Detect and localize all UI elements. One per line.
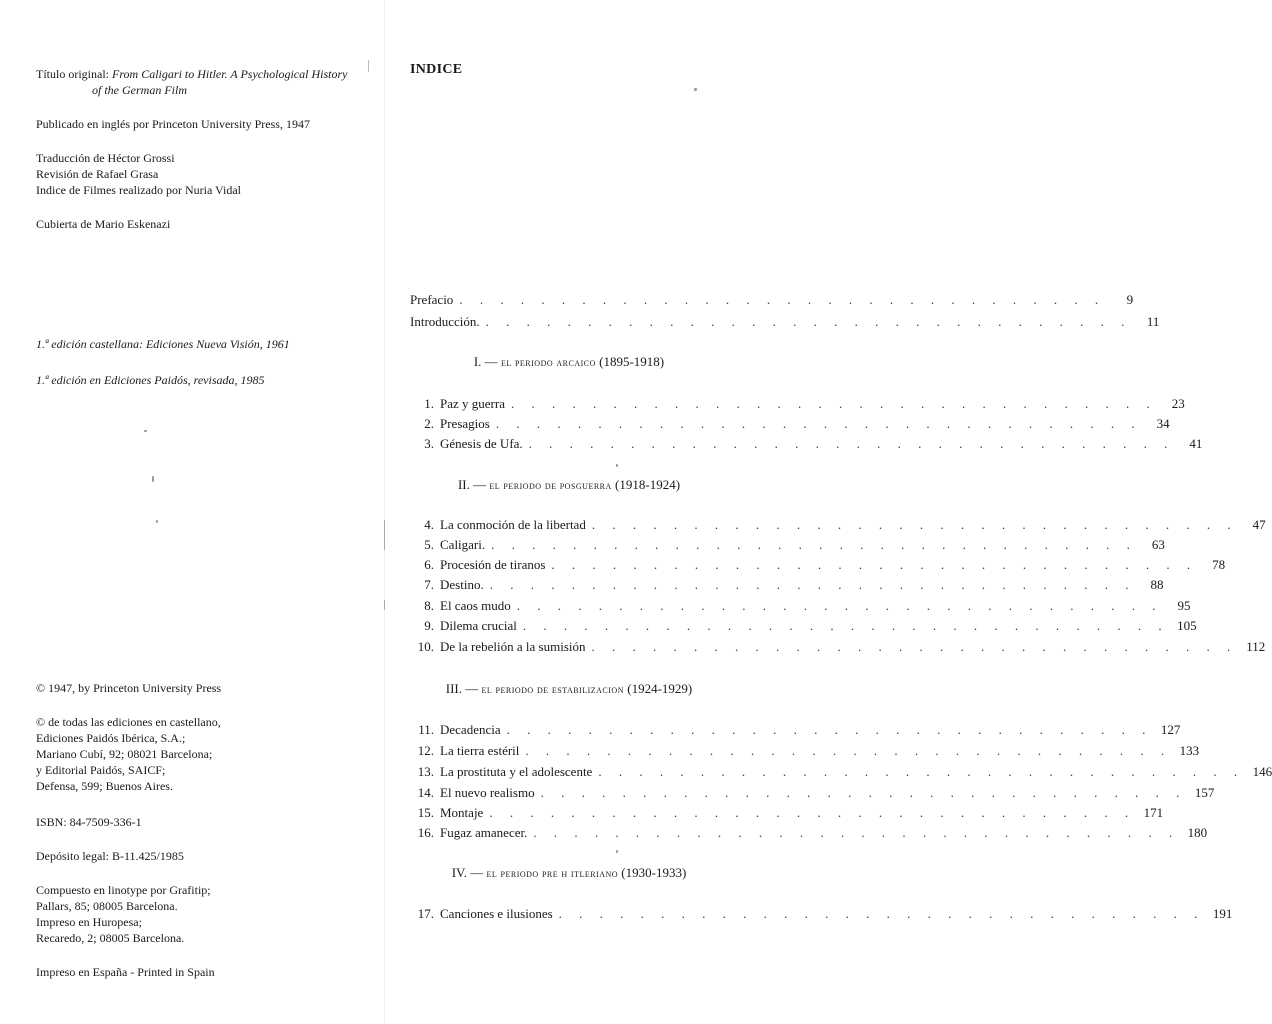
- toc-entry[interactable]: [410, 434, 1203, 454]
- toc-entry-number: 1.: [424, 396, 434, 411]
- section-numeral: III. —: [445, 681, 479, 696]
- toc-entry-number: 7.: [424, 577, 434, 592]
- original-title-label: Título original:: [36, 67, 109, 81]
- toc-entry-number: 6.: [424, 557, 434, 572]
- toc-entry[interactable]: [410, 904, 1233, 924]
- toc-entry-number: 10.: [417, 639, 434, 654]
- leader-dots: . . . . . . . . . . . . . . . . . . . . . . . . . . . . . . . .: [591, 639, 1238, 654]
- toc-entry-number: 17.: [417, 906, 434, 921]
- toc-entry-label: La conmoción de la libertad: [440, 517, 586, 532]
- toc-entry[interactable]: [410, 637, 1266, 657]
- toc-entry[interactable]: [410, 414, 1170, 434]
- leader-dots: . . . . . . . . . . . . . . . . . . . . . . . . . . . . . . . .: [540, 785, 1187, 800]
- printed-in: Impreso en España - Printed in Spain: [36, 965, 215, 979]
- edition-paidos: 1.ª edición en Ediciones Paidós, revisada, 1985: [36, 373, 265, 387]
- original-title-continued: of the German Film: [92, 83, 187, 97]
- toc-entry-label: Fugaz amanecer.: [440, 825, 528, 840]
- toc-entry[interactable]: [410, 741, 1200, 761]
- toc-entry[interactable]: [410, 616, 1197, 636]
- toc-entry-page: 127: [1160, 722, 1181, 737]
- toc-entry-number: 2.: [424, 416, 434, 431]
- toc-entry-label: Génesis de Ufa.: [440, 436, 523, 451]
- leader-dots: . . . . . . . . . . . . . . . . . . . . . . . . . . . . . . . .: [489, 805, 1136, 820]
- film-index-credit: Indice de Filmes realizado por Nuria Vidal: [36, 183, 241, 197]
- toc-entry-label: Caligari.: [440, 537, 486, 552]
- leader-dots: . . . . . . . . . . . . . . . . . . . . . . . . . . . . . . . .: [495, 416, 1142, 431]
- leader-dots: . . . . . . . . . . . . . . . . . . . . . . . . . . . . . . . .: [459, 292, 1106, 307]
- copyright-line: Defensa, 599; Buenos Aires.: [36, 779, 173, 793]
- toc-entry-number: 13.: [417, 764, 434, 779]
- toc-entry-number: 5.: [424, 537, 434, 552]
- scan-speck: [152, 476, 154, 482]
- toc-entry-label: Procesión de tiranos: [440, 557, 546, 572]
- leader-dots: . . . . . . . . . . . . . . . . . . . . . . . . . . . . . . . .: [522, 618, 1169, 633]
- section-years: (1924-1929): [627, 681, 693, 696]
- revision-credit: Revisión de Rafael Grasa: [36, 167, 159, 181]
- toc-entry-number: 16.: [417, 825, 434, 840]
- toc-entry-label: Prefacio: [410, 292, 454, 307]
- toc-entry-number: 8.: [424, 598, 434, 613]
- published-note: Publicado en inglés por Princeton University Press, 1947: [36, 117, 310, 131]
- scan-speck: [616, 850, 618, 853]
- leader-dots: . . . . . . . . . . . . . . . . . . . . . . . . . . . . . . . .: [510, 396, 1157, 411]
- toc-entry-page: 157: [1194, 785, 1215, 800]
- toc-entry[interactable]: [410, 720, 1181, 740]
- leader-dots: . . . . . . . . . . . . . . . . . . . . . . . . . . . . . . . .: [525, 743, 1172, 758]
- toc-entry-page: 34: [1156, 416, 1170, 431]
- toc-entry-number: 12.: [417, 743, 434, 758]
- section-numeral: II. —: [457, 477, 487, 492]
- toc-entry-label: Introducción.: [410, 314, 480, 329]
- original-title-line: [36, 66, 347, 82]
- section-numeral: I. —: [473, 354, 498, 369]
- printing-line: Compuesto en linotype por Grafitip;: [36, 883, 211, 897]
- leader-dots: . . . . . . . . . . . . . . . . . . . . . . . . . . . . . . . .: [558, 906, 1205, 921]
- section-heading-iii: [424, 680, 714, 699]
- toc-entry[interactable]: [410, 783, 1215, 803]
- toc-entry-page: 180: [1187, 825, 1208, 840]
- toc-entry[interactable]: [410, 596, 1191, 616]
- printing-line: Pallars, 85; 08005 Barcelona.: [36, 899, 178, 913]
- toc-entry-page: 191: [1212, 906, 1233, 921]
- toc-entry-label: De la rebelión a la sumisión: [440, 639, 586, 654]
- copyright-line: Mariano Cubí, 92; 08021 Barcelona;: [36, 747, 213, 761]
- leader-dots: . . . . . . . . . . . . . . . . . . . . . . . . . . . . . . . .: [489, 577, 1136, 592]
- translation-credit: Traducción de Héctor Grossi: [36, 151, 175, 165]
- toc-entry-page: 63: [1151, 537, 1165, 552]
- toc-entry-label: Destino.: [440, 577, 484, 592]
- toc-entry-introduccion[interactable]: [410, 312, 1160, 332]
- toc-entry[interactable]: [410, 823, 1208, 843]
- toc-entry-page: 9: [1126, 292, 1134, 307]
- leader-dots: . . . . . . . . . . . . . . . . . . . . . . . . . . . . . . . .: [491, 537, 1137, 552]
- section-heading-i: [424, 353, 714, 372]
- leader-dots: . . . . . . . . . . . . . . . . . . . . . . . . . . . . . . . .: [516, 598, 1163, 613]
- section-numeral: IV. —: [451, 865, 484, 880]
- scan-speck: [616, 464, 618, 467]
- section-name: el periodo arcaico: [500, 357, 596, 369]
- scan-speck: [144, 430, 147, 432]
- section-years: (1930-1933): [621, 865, 687, 880]
- section-name: el periodo de posguerra: [489, 480, 612, 492]
- section-years: (1895-1918): [599, 354, 665, 369]
- toc-entry[interactable]: [410, 535, 1165, 555]
- toc-entry-number: 3.: [424, 436, 434, 451]
- toc-entry-label: La tierra estéril: [440, 743, 520, 758]
- toc-entry-label: Presagios: [440, 416, 490, 431]
- cover-credit: Cubierta de Mario Eskenazi: [36, 217, 171, 231]
- toc-entry-number: 11.: [418, 722, 434, 737]
- leader-dots: . . . . . . . . . . . . . . . . . . . . . . . . . . . . . . . .: [485, 314, 1132, 329]
- toc-entry-page: 78: [1212, 557, 1226, 572]
- toc-entry-prefacio[interactable]: [410, 290, 1134, 310]
- toc-entry-page: 105: [1177, 618, 1197, 633]
- toc-entry-page: 47: [1252, 517, 1266, 532]
- deposito-legal: Depósito legal: B-11.425/1985: [36, 849, 184, 863]
- toc-entry-label: Dilema crucial: [440, 618, 517, 633]
- leader-dots: . . . . . . . . . . . . . . . . . . . . . . . . . . . . . . . .: [533, 825, 1180, 840]
- toc-entry-page: 41: [1189, 436, 1203, 451]
- toc-entry-page: 112: [1246, 639, 1266, 654]
- toc-title: INDICE: [410, 62, 463, 77]
- toc-entry[interactable]: [410, 575, 1164, 595]
- isbn: ISBN: 84-7509-336-1: [36, 815, 142, 829]
- leader-dots: . . . . . . . . . . . . . . . . . . . . . . . . . . . . . . . .: [591, 517, 1238, 532]
- toc-entry-number: 4.: [424, 517, 434, 532]
- section-heading-ii: [424, 476, 714, 495]
- table-of-contents: [384, 0, 1272, 1024]
- printing-line: Recaredo, 2; 08005 Barcelona.: [36, 931, 185, 945]
- leader-dots: . . . . . . . . . . . . . . . . . . . . . . . . . . . . . . . .: [506, 722, 1153, 737]
- leader-dots: . . . . . . . . . . . . . . . . . . . . . . . . . . . . . . . .: [598, 764, 1245, 779]
- toc-entry-label: Decadencia: [440, 722, 501, 737]
- toc-entry-number: 15.: [417, 805, 434, 820]
- copyright-line: © de todas las ediciones en castellano,: [36, 715, 221, 729]
- scan-speck: [156, 520, 158, 523]
- toc-entry-page: 88: [1150, 577, 1164, 592]
- edition-first: 1.ª edición castellana: Ediciones Nueva Visión, 1961: [36, 337, 290, 351]
- copyright-page: [0, 0, 384, 1024]
- section-heading-iv: [424, 864, 714, 883]
- toc-entry-label: Montaje: [440, 805, 484, 820]
- toc-entry-page: 23: [1171, 396, 1185, 411]
- toc-entry[interactable]: [410, 515, 1266, 535]
- leader-dots: . . . . . . . . . . . . . . . . . . . . . . . . . . . . . . . .: [528, 436, 1175, 451]
- copyright-princeton: © 1947, by Princeton University Press: [36, 681, 222, 695]
- toc-entry-page: 146: [1252, 764, 1272, 779]
- toc-entry-page: 95: [1177, 598, 1191, 613]
- toc-entry[interactable]: [410, 555, 1226, 575]
- printing-line: Impreso en Huropesa;: [36, 915, 142, 929]
- scan-speck: [694, 88, 697, 91]
- section-years: (1918-1924): [615, 477, 681, 492]
- leader-dots: . . . . . . . . . . . . . . . . . . . . . . . . . . . . . . . .: [551, 557, 1198, 572]
- toc-entry-page: 11: [1146, 314, 1160, 329]
- copyright-line: Ediciones Paidós Ibérica, S.A.;: [36, 731, 186, 745]
- toc-entry-label: La prostituta y el adolescente: [440, 764, 593, 779]
- toc-entry[interactable]: [410, 394, 1185, 414]
- original-title: From Caligari to Hitler. A Psychological History: [112, 67, 348, 81]
- toc-entry-page: 171: [1143, 805, 1164, 820]
- toc-entry-label: Paz y guerra: [440, 396, 505, 411]
- scan-speck: [368, 60, 369, 72]
- copyright-line: y Editorial Paidós, SAICF;: [36, 763, 166, 777]
- toc-entry[interactable]: [410, 762, 1272, 782]
- toc-entry-label: El nuevo realismo: [440, 785, 535, 800]
- toc-entry[interactable]: [410, 803, 1164, 823]
- toc-entry-label: El caos mudo: [440, 598, 511, 613]
- toc-entry-number: 14.: [417, 785, 434, 800]
- toc-entry-number: 9.: [424, 618, 434, 633]
- section-name: el periodo de estabilizacion: [481, 684, 624, 696]
- section-name: el periodo pre h itleriano: [486, 868, 619, 880]
- toc-entry-page: 133: [1179, 743, 1200, 758]
- toc-entry-label: Canciones e ilusiones: [440, 906, 553, 921]
